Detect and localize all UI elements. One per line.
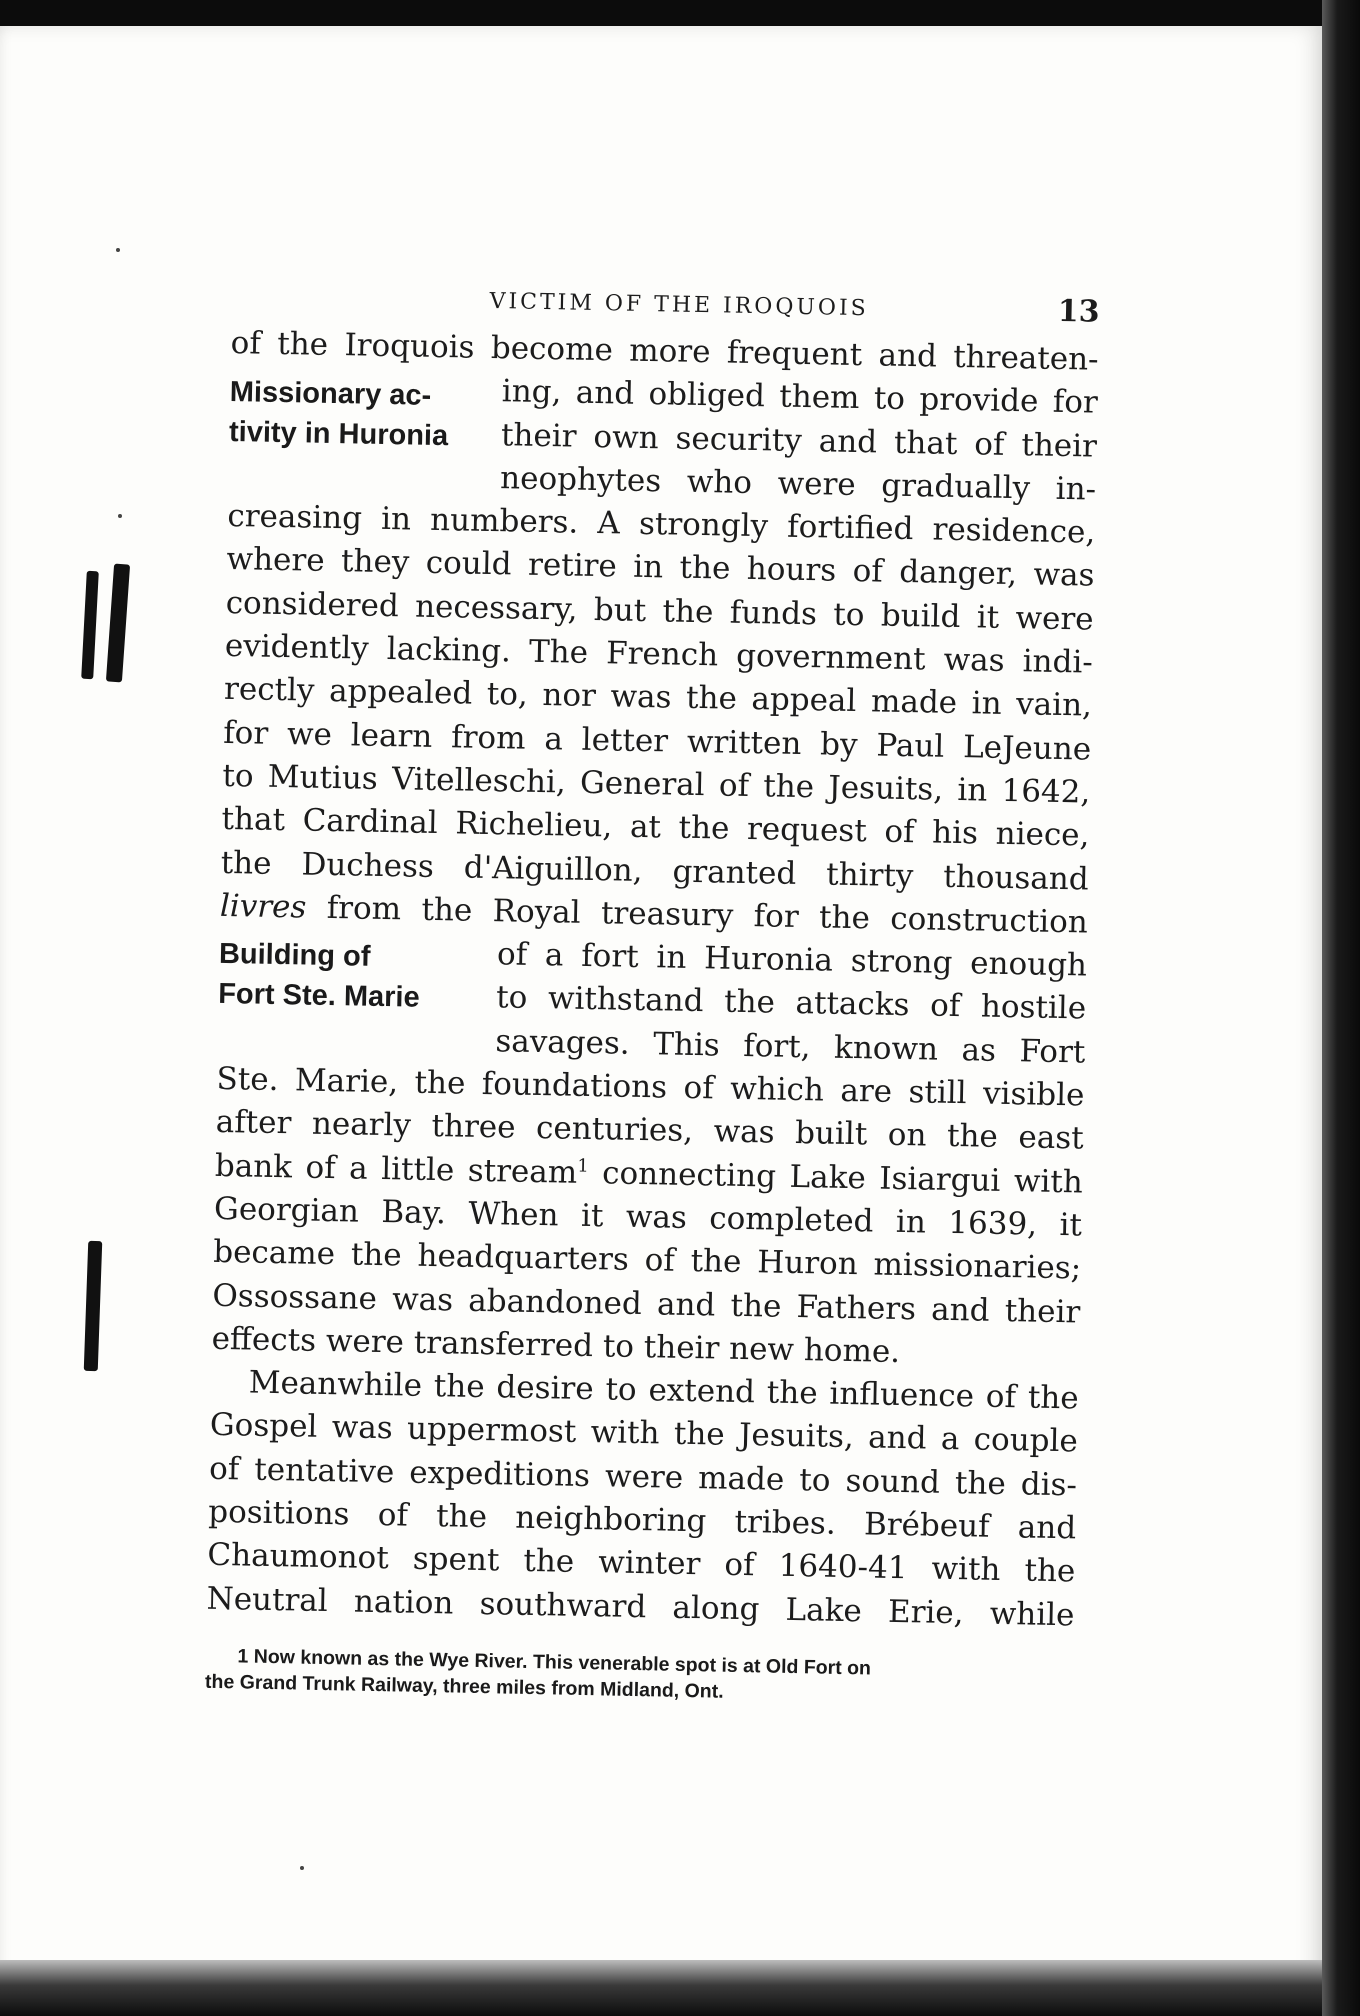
text-block xyxy=(205,278,1100,1711)
sidenote-missionary-activity xyxy=(229,372,450,456)
sidenote-line: Fort Ste. Marie xyxy=(217,977,420,1014)
body-line: the Duchess d'Aiguillon, granted thirty thousand xyxy=(220,844,1089,898)
body-line: ing, and obliged them to provide for xyxy=(501,373,1099,421)
body-line: considered necessary, but the funds to build it were xyxy=(225,584,1094,638)
page-edge xyxy=(1322,0,1360,2016)
body-line: for we learn from a letter written by Paul LeJeune xyxy=(222,714,1092,768)
body-line: to withstand the attacks of hostile xyxy=(495,979,1087,1027)
dust-speck xyxy=(118,514,122,518)
body-line-rest: from the Royal treasury for the construction xyxy=(306,889,1089,941)
dust-speck xyxy=(300,1866,304,1870)
italic-word: livres xyxy=(219,887,307,926)
body-line: of a fort in Huronia strong enough xyxy=(496,936,1088,984)
book-page xyxy=(0,26,1322,1988)
body-line: Chaumonot spent the winter of 1640-41 with the xyxy=(207,1537,1076,1590)
body-line: that Cardinal Richelieu, at the request of his niece, xyxy=(221,801,1090,854)
body-line: where they could retire in the hours of danger, was xyxy=(226,541,1095,595)
body-line: Meanwhile the desire to extend the influence of the xyxy=(248,1364,1079,1417)
body-line: evidently lacking. The French government was indi- xyxy=(224,628,1094,681)
body-line: of tentative expeditions were made to sound the dis- xyxy=(208,1450,1078,1504)
footnote-line: the Grand Trunk Railway, three miles from Midland, Ont. xyxy=(204,1670,724,1703)
body-line-part: connecting Lake Isiargui with xyxy=(588,1154,1084,1201)
body-line: Neutral nation southward along Lake Erie, while xyxy=(206,1580,1075,1634)
body-line-part: bank of a little stream xyxy=(214,1147,578,1191)
sidenote-building-fort xyxy=(218,934,421,1018)
footnote-ref: 1 xyxy=(577,1155,590,1177)
bottom-edge xyxy=(0,1960,1322,2016)
body-line: Ste. Marie, the foundations of which are still visible xyxy=(216,1060,1085,1114)
body-line: Georgian Bay. When it was completed in 1639, it xyxy=(213,1190,1083,1244)
running-title: VICTIM OF THE IROQUOIS xyxy=(489,288,869,322)
body-line: creasing in numbers. A strongly fortified residence, xyxy=(227,498,1096,551)
body-line: positions of the neighboring tribes. Brébeuf and xyxy=(207,1493,1077,1547)
dust-speck xyxy=(116,248,120,252)
body-line: to Mutius Vitelleschi, General of the Jesuits, in 1642, xyxy=(222,757,1091,811)
footnote-line: 1 Now known as the Wye River. This venerable spot is at Old Fort on xyxy=(237,1645,872,1680)
body-line: rectly appealed to, nor was the appeal made in vain, xyxy=(223,671,1093,724)
body-line: after nearly three centuries, was built on the east xyxy=(215,1104,1084,1157)
margin-mark xyxy=(106,564,130,683)
sidenote-line: tivity in Huronia xyxy=(228,415,449,453)
body-text xyxy=(206,322,1099,1637)
body-line: their own security and that of their xyxy=(500,416,1098,465)
body-line: Ossossane was abandoned and the Fathers and their xyxy=(212,1277,1081,1331)
sidenote-line: Building of xyxy=(218,937,371,973)
footnote xyxy=(205,1643,1074,1712)
page-number: 13 xyxy=(1057,293,1100,330)
body-line: Gospel was uppermost with the Jesuits, and a couple xyxy=(209,1407,1079,1460)
margin-mark xyxy=(81,571,99,679)
body-line: effects were transferred to their new home. xyxy=(211,1320,901,1370)
body-line: of the Iroquois become more frequent and threaten- xyxy=(230,324,1099,378)
margin-mark xyxy=(84,1241,103,1371)
body-line: savages. This fort, known as Fort xyxy=(495,1022,1086,1071)
body-line: neophytes who were gradually in- xyxy=(499,460,1097,508)
sidenote-line: Missionary ac- xyxy=(229,375,432,412)
body-line: became the headquarters of the Huron missionaries; xyxy=(212,1234,1082,1287)
